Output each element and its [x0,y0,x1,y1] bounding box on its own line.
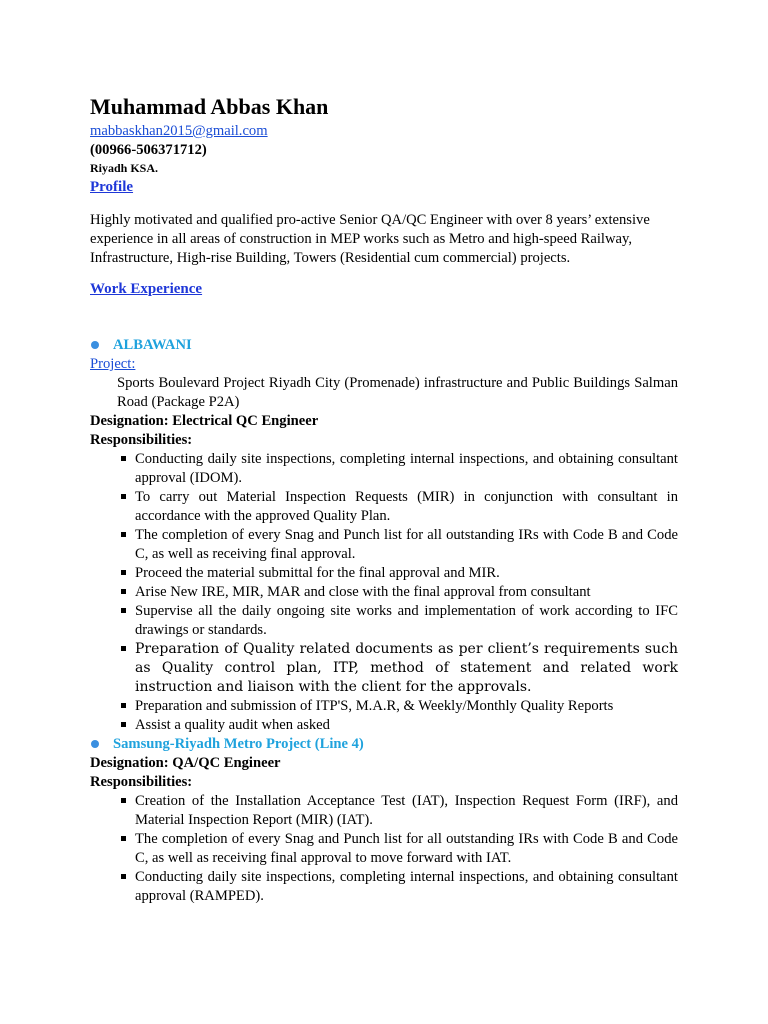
company-name [90,735,678,754]
list-item: Supervise all the daily ongoing site works and implementation of work according to IFC drawings or standards. [90,602,678,640]
square-bullet-icon [121,589,126,594]
email-link[interactable]: mabbaskhan2015@gmail.com [90,123,268,139]
list-item: Proceed the material submittal for the final approval and MIR. [90,564,678,583]
company-label: Samsung-Riyadh Metro Project (Line 4) [113,736,364,752]
list-item: To carry out Material Inspection Requests (MIR) in conjunction with consultant in accordance with the approved Quality Plan. [90,488,678,526]
company-name [90,336,678,355]
location: Riyadh KSA. [90,161,159,175]
responsibilities-label: Responsibilities: [90,432,193,448]
square-bullet-icon [121,456,126,461]
square-bullet-icon [121,874,126,879]
list-item: Arise New IRE, MIR, MAR and close with the final approval from consultant [90,583,678,602]
responsibilities-list [90,450,678,735]
square-bullet-icon [121,722,126,727]
square-bullet-icon [121,608,126,613]
company-label: ALBAWANI [113,337,192,353]
designation: Designation: Electrical QC Engineer [90,413,319,429]
list-item: Preparation of Quality related documents as per client’s requirements such as Quality control plan, ITP, method of statement and related work instruction and liaison with the client for the approvals. [90,640,678,697]
responsibilities-list [90,792,678,906]
responsibilities-label: Responsibilities: [90,774,193,790]
square-bullet-icon [121,570,126,575]
list-item: Assist a quality audit when asked [90,716,678,735]
list-item: The completion of every Snag and Punch list for all outstanding IRs with Code B and Code C, as well as receiving final approval to move forward with IAT. [90,830,678,868]
project-description: Sports Boulevard Project Riyadh City (Promenade) infrastructure and Public Buildings Salman Road (Package P2A) [117,375,678,410]
list-item: Conducting daily site inspections, completing internal inspections, and obtaining consultant approval (RAMPED). [90,868,678,906]
job-albawani [90,336,678,735]
square-bullet-icon [121,703,126,708]
square-bullet-icon [121,494,126,499]
profile-heading-link[interactable]: Profile [90,179,134,195]
bullet-dot-icon [91,341,99,349]
list-item: Creation of the Installation Acceptance Test (IAT), Inspection Request Form (IRF), and Material Inspection Report (MIR) (IAT). [90,792,678,830]
square-bullet-icon [121,646,126,651]
work-experience-heading-link[interactable]: Work Experience [90,281,203,297]
list-item: Preparation and submission of ITP'S, M.A.R, & Weekly/Monthly Quality Reports [90,697,678,716]
resume-page [90,93,678,906]
profile-summary: Highly motivated and qualified pro-active Senior QA/QC Engineer with over 8 years’ extensive experience in all areas of construction in MEP works such as Metro and high-speed Railway, Infrastructure, High-rise Building, Towers (Residential cum commercial) projects. [90,212,650,266]
project-link[interactable]: Project: [90,356,136,372]
square-bullet-icon [121,532,126,537]
phone-number: (00966-506371712) [90,142,207,158]
bullet-dot-icon [91,740,99,748]
list-item: Conducting daily site inspections, completing internal inspections, and obtaining consultant approval (IDOM). [90,450,678,488]
square-bullet-icon [121,836,126,841]
list-item: The completion of every Snag and Punch list for all outstanding IRs with Code B and Code C, as well as receiving final approval. [90,526,678,564]
square-bullet-icon [121,798,126,803]
designation: Designation: QA/QC Engineer [90,755,281,771]
job-samsung-riyadh-metro [90,735,678,906]
candidate-name: Muhammad Abbas Khan [90,94,329,119]
